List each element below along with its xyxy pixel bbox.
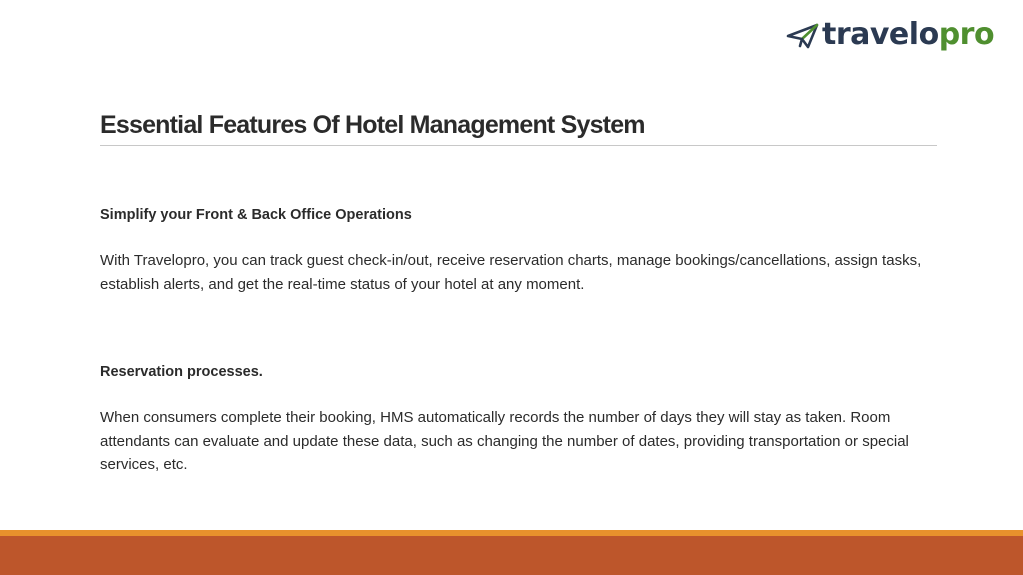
paper-plane-icon [786, 20, 820, 50]
travelopro-logo [786, 18, 1008, 52]
title-divider [100, 145, 937, 146]
section-front-back-office [100, 205, 940, 296]
logo-text-accent: pro [938, 17, 995, 52]
logo-text-primary: travelo [822, 17, 939, 52]
footer-band [0, 536, 1023, 575]
slide-title: Essential Features Of Hotel Management System [100, 111, 645, 139]
section-reservation-processes [100, 362, 940, 477]
section-body: With Travelopro, you can track guest check-in/out, receive reservation charts, manage bookings/cancellations, assign tasks, establish alerts, and get the real-time status of your hotel at any moment. [100, 252, 922, 293]
section-heading: Reservation processes. [100, 364, 263, 380]
section-body: When consumers complete their booking, HMS automatically records the number of days they will stay as taken. Room attendants can evaluate and update these data, such as changing the number of dates, providing transportation or special services, etc. [100, 409, 909, 473]
section-heading: Simplify your Front & Back Office Operations [100, 207, 412, 223]
logo-wordmark [822, 18, 994, 52]
